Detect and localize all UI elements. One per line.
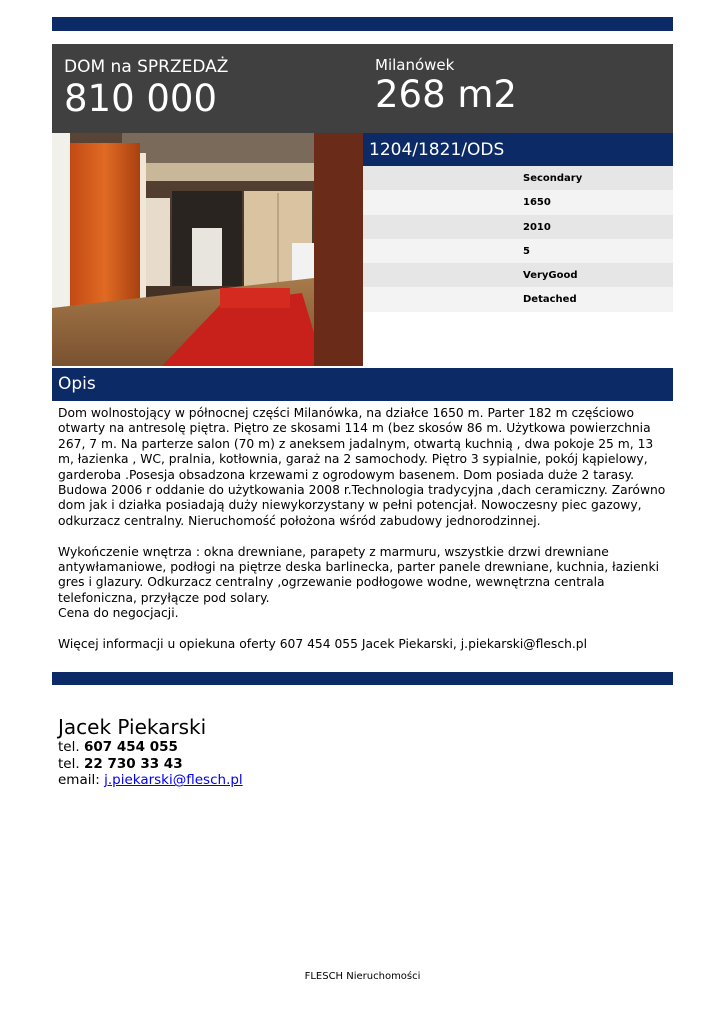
detail-row-plot-area	[363, 190, 673, 214]
detail-row-condition	[363, 263, 673, 287]
description-heading-bar	[52, 368, 673, 401]
agent-phone-line	[58, 739, 243, 756]
details-table	[363, 166, 673, 312]
agent-email-link[interactable]: j.piekarski@flesch.pl	[104, 772, 243, 789]
detail-row-market	[363, 166, 673, 190]
description-paragraph: Więcej informacji u opiekuna oferty 607 454 055 Jacek Piekarski, j.piekarski@flesch.pl	[58, 637, 588, 652]
property-photo	[52, 133, 363, 366]
detail-value: Detached	[523, 294, 577, 306]
email-label: email:	[58, 772, 100, 789]
detail-row-building-type	[363, 287, 673, 311]
listing-area: 268 m2	[375, 73, 517, 116]
detail-value: 1650	[523, 197, 551, 209]
tel-label: tel.	[58, 755, 80, 772]
tel-label: tel.	[58, 739, 80, 755]
agent-phone-line	[58, 756, 243, 773]
top-accent-bar	[52, 17, 673, 31]
agent-name: Jacek Piekarski	[58, 715, 207, 739]
agent-email-line	[58, 772, 243, 789]
description-heading: Opis	[58, 374, 96, 394]
detail-row-rooms	[363, 239, 673, 263]
listing-type: DOM na SPRZEDAŻ	[64, 57, 229, 77]
agent-contact	[58, 715, 243, 789]
detail-value: 5	[523, 245, 530, 257]
listing-header	[52, 44, 673, 133]
agent-phone-1: 607 454 055	[83, 739, 178, 755]
description-paragraph: Wykończenie wnętrza : okna drewniane, parapety z marmuru, wszystkie drzwi drewniane antywłamaniowe, podłogi na piętrze deska barlinecka, parter panele drewniane, kuchnia, łazienki gres i glazury. Odkurzacz centralny ,ogrzewanie podłogowe wodne, wewnętrzna centrala telefoniczna, przyłącze pod solary. Cena do negocjacji.	[58, 544, 659, 621]
footer-company: FLESCH Nieruchomości	[304, 971, 421, 982]
description-body	[58, 406, 668, 652]
reference-number: 1204/1821/ODS	[369, 140, 505, 160]
detail-value: VeryGood	[523, 270, 578, 282]
detail-value: 2010	[523, 221, 551, 233]
detail-value: Secondary	[523, 173, 583, 184]
reference-number-bar	[363, 133, 673, 166]
agent-phone-2: 22 730 33 43	[83, 755, 183, 772]
listing-city: Milanówek	[375, 56, 455, 74]
description-paragraph: Dom wolnostojący w północnej części Milanówka, na działce 1650 m. Parter 182 m częściowo otwarty na antresolę piętra. Piętro ze skosami 114 m (bez skosów 86 m. Użytkowa powierzchnia 267, 7 m. Na parterze salon (70 m) z aneksem jadalnym, otwartą kuchnią , dwa pokoje 25 m, 13 m, łazienka , WC, pralnia, kotłownia, garaż na 2 samochody. Piętro 3 sypialnie, pokój kąpielowy, garderoba .Posesja obsadzona krzewami z ogrodowym basenem. Dom posiada duże 2 tarasy. Budowa 2006 r oddanie do użytkowania 2008 r.Technologia tradycyjna ,dach ceramiczny. Zarówno dom jak i działka posiadają duży niewykorzystany w pełni potencjał. Nowoczesny piec gazowy, odkurzacz centralny. Nieruchomość położona wśród zabudowy jednorodzinnej.	[58, 406, 666, 528]
listing-price: 810 000	[64, 77, 218, 120]
detail-row-year	[363, 215, 673, 239]
section-divider-bar	[52, 672, 673, 685]
